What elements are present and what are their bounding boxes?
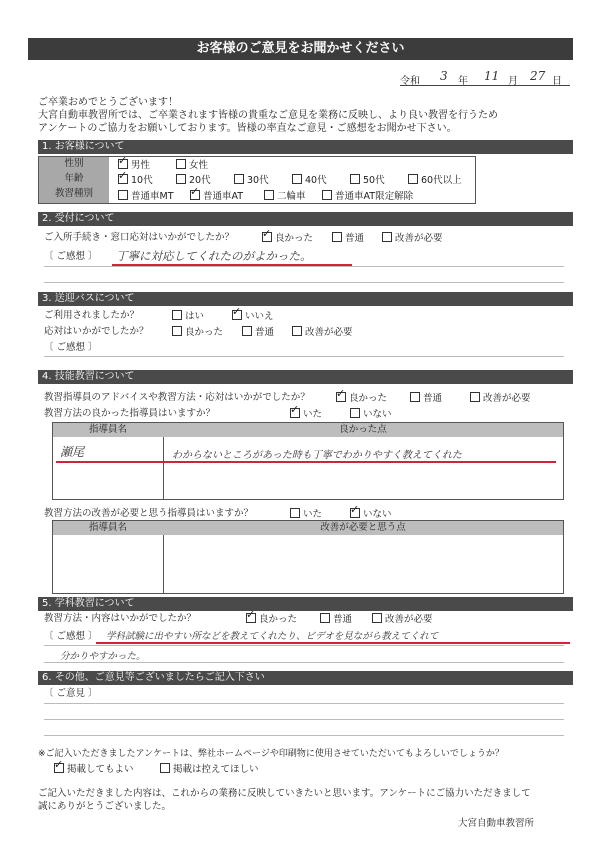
type-at[interactable]: ✓ 普通車AT (190, 190, 243, 203)
date-year-unit: 年 (458, 76, 468, 87)
highlight-underline (56, 461, 556, 463)
comment-line (44, 703, 564, 704)
date-underline (400, 85, 570, 86)
checkbox[interactable] (290, 508, 300, 518)
lecture-comment-line-2[interactable]: 分かりやすかった。 (60, 651, 146, 662)
type-mt[interactable]: 普通車MT (118, 190, 174, 203)
permission-yes[interactable]: ✓掲載してもよい (54, 763, 134, 776)
gender-label: 性別 (39, 157, 109, 172)
section-4-header: 4. 技能教習について (38, 370, 573, 384)
good-instructor-point[interactable]: わからないところがあった時も丁寧でわかりやすく教えてくれた (172, 450, 462, 461)
lecture-opt-good[interactable]: ✓ 良かった (246, 613, 297, 626)
checkbox-checked[interactable] (336, 392, 346, 402)
checkbox[interactable] (234, 174, 244, 184)
comment-line (44, 662, 564, 663)
bad-instructor-no[interactable]: ✓ いない (350, 508, 392, 521)
col-instructor-name: 指導員名 (53, 423, 163, 437)
checkbox-checked[interactable] (246, 613, 256, 623)
age-60s-plus[interactable]: 60代以上 (408, 174, 462, 187)
permission-question: ※ご記入いただきましたアンケートは、弊社ホームページや印刷物に使用させていただいてもよろしいでしょうか？ (38, 749, 504, 759)
thanks-line-1: ご記入いただきました内容は、これからの業務に反映していきたいと思います。アンケートにご協力いただきまして (38, 788, 531, 799)
intro-line-3: アンケートのご協力をお願いしております。皆様の率直なご意見・ご感想をお聞かせ下さい。 (38, 123, 457, 134)
bus-use-yes[interactable]: はい (172, 310, 204, 323)
type-label: 教習種別 (39, 187, 109, 203)
comment-line (44, 735, 564, 736)
bus-service-improve[interactable]: 改善が必要 (292, 326, 353, 339)
reception-opt-normal[interactable]: 普通 (332, 232, 364, 245)
skill-opt-good[interactable]: ✓ 良かった (336, 392, 387, 405)
date-month-unit: 月 (508, 76, 518, 87)
gender-female[interactable]: 女性 (176, 159, 208, 172)
bad-instructor-question: 教習方法の改善が必要と思う指導員はいますか？ (44, 508, 254, 519)
bus-service-normal[interactable]: 普通 (242, 326, 274, 339)
highlight-underline (96, 642, 570, 644)
lecture-opt-normal[interactable]: 普通 (320, 613, 352, 626)
lecture-comment-label: 〔 ご感想 〕 (44, 631, 98, 642)
reception-comment-label: 〔 ご感想 〕 (44, 251, 98, 262)
checkbox[interactable] (264, 190, 274, 200)
checkbox[interactable] (292, 326, 302, 336)
comment-line (44, 282, 564, 283)
bus-use-no[interactable]: ✓ いいえ (232, 310, 274, 323)
col-improve-points: 改善が必要と思う点 (163, 521, 563, 535)
checkbox[interactable] (320, 613, 330, 623)
company-name: 大宮自動車教習所 (458, 818, 535, 829)
checkbox[interactable] (408, 174, 418, 184)
good-instructor-name[interactable]: 瀬尾 (60, 445, 85, 459)
checkbox-checked[interactable] (262, 232, 272, 242)
section-6-header: 6. その他、ご意見等ございましたらご記入下さい (38, 671, 573, 685)
good-instructor-yes[interactable]: ✓ いた (290, 408, 322, 421)
checkbox[interactable] (292, 174, 302, 184)
age-40s[interactable]: 40代 (292, 174, 327, 187)
col-instructor-name-2: 指導員名 (53, 521, 163, 535)
type-motorcycle[interactable]: 二輪車 (264, 190, 306, 203)
checkbox[interactable] (160, 763, 170, 773)
age-30s[interactable]: 30代 (234, 174, 269, 187)
checkbox-checked[interactable] (290, 408, 300, 418)
checkbox[interactable] (350, 408, 360, 418)
checkbox[interactable] (176, 159, 186, 169)
checkbox[interactable] (118, 190, 128, 200)
date-month[interactable]: 11 (484, 69, 500, 83)
checkbox[interactable] (350, 174, 360, 184)
checkbox[interactable] (382, 232, 392, 242)
form-title: お客様のご意見をお聞かせください (28, 38, 573, 60)
checkbox[interactable] (322, 190, 332, 200)
checkbox[interactable] (470, 392, 480, 402)
reception-question: ご入所手続き・窓口応対はいかがでしたか？ (44, 232, 235, 243)
checkbox-checked[interactable] (190, 190, 200, 200)
good-instructor-question: 教習方法の良かった指導員はいますか？ (44, 408, 216, 419)
checkbox-checked[interactable] (118, 174, 128, 184)
reception-comment[interactable]: 丁寧に対応してくれたのがよかった。 (116, 249, 312, 263)
col-good-points: 良かった点 (163, 423, 563, 437)
bus-service-good[interactable]: 良かった (172, 326, 223, 339)
checkbox[interactable] (172, 326, 182, 336)
checkbox[interactable] (372, 613, 382, 623)
reception-opt-good[interactable]: ✓ 良かった (262, 232, 313, 245)
section-1-header: 1. お客様について (38, 140, 573, 154)
good-instructor-no[interactable]: いない (350, 408, 392, 421)
date-day[interactable]: 27 (530, 69, 546, 83)
age-50s[interactable]: 50代 (350, 174, 385, 187)
checkbox[interactable] (410, 392, 420, 402)
skill-opt-normal[interactable]: 普通 (410, 392, 442, 405)
checkbox-checked[interactable] (118, 159, 128, 169)
thanks-line-2: 誠にありがとうございました。 (38, 801, 172, 812)
date-era: 令和 (400, 76, 420, 87)
checkbox[interactable] (172, 310, 182, 320)
checkbox[interactable] (332, 232, 342, 242)
bus-service-question: 応対はいかがでしたか？ (44, 326, 149, 337)
bus-use-question: ご利用されましたか？ (44, 310, 140, 321)
checkbox[interactable] (242, 326, 252, 336)
permission-no[interactable]: 掲載は控えてほしい (160, 763, 259, 776)
lecture-comment-line-1[interactable]: 学科試験に出やすい所などを教えてくれたり、ビデオを見ながら教えてくれて (106, 631, 439, 642)
comment-line (44, 719, 564, 720)
checkbox-checked[interactable] (232, 310, 242, 320)
lecture-opt-improve[interactable]: 改善が必要 (372, 613, 433, 626)
section-5-header: 5. 学科教習について (38, 597, 573, 611)
checkbox[interactable] (176, 174, 186, 184)
date-year[interactable]: 3 (440, 69, 448, 83)
skill-opt-improve[interactable]: 改善が必要 (470, 392, 531, 405)
table-divider (163, 535, 164, 593)
table-divider (163, 437, 164, 499)
age-10s[interactable]: ✓10代 (118, 174, 153, 187)
intro-line-1: ご卒業おめでとうございます！ (38, 97, 178, 108)
bad-instructor-yes[interactable]: いた (290, 508, 322, 521)
section-2-header: 2. 受付について (38, 212, 573, 226)
section-3-header: 3. 送迎バスについて (38, 292, 573, 306)
checkbox-checked[interactable] (54, 763, 64, 773)
skill-question: 教習指導員のアドバイスや教習方法・応対はいかがでしたか？ (44, 392, 310, 403)
lecture-question: 教習方法・内容はいかがでしたか？ (44, 613, 197, 624)
age-label: 年齢 (39, 172, 109, 187)
age-20s[interactable]: 20代 (176, 174, 211, 187)
intro-line-2: 大宮自動車教習所では、ご卒業されます皆様の貴重なご意見を業務に反映し、より良い教習を行うため (38, 110, 498, 121)
type-at-release[interactable]: 普通車AT限定解除 (322, 190, 413, 203)
comment-line (44, 266, 564, 267)
comment-line (44, 356, 564, 357)
comment-line (44, 645, 564, 646)
opinion-label: 〔 ご意見 〕 (44, 688, 98, 699)
reception-opt-improve[interactable]: 改善が必要 (382, 232, 443, 245)
checkbox-checked[interactable] (350, 508, 360, 518)
bus-comment-label: 〔 ご感想 〕 (44, 342, 98, 353)
date-day-unit: 日 (552, 76, 562, 87)
gender-male[interactable]: ✓男性 (118, 159, 150, 172)
